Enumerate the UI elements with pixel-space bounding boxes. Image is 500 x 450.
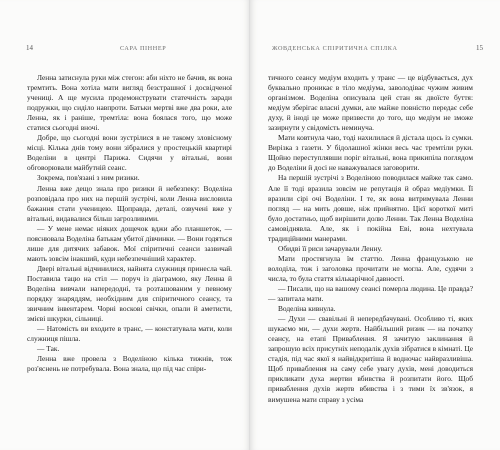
paragraph: Зокрема, пов'язані з ним ризики. — [37, 173, 140, 183]
paragraph: Мати простягнула їм статтю. Ленна французькою не володіла, тож і заголовка прочитати не могла. Але, судячи з числа, то була стаття кількарічної давності. — [268, 253, 473, 283]
paragraph: тичного сеансу медіум входить у транс — це відбувається, дух буквально проникає в тіло медіума, заволодіває чужим живим організмом. Воделіна описувала цей стан як двоїсте буття: медіум зберігає власні думки, але майже повністю передає себе духу, й іноді це може призвести до того, що медіум не зможе зазирнути у свідомість неминуча. — [268, 73, 473, 133]
paragraph: На першій зустрічі з Воделіною поводилася майже так само. Але її тоді вразила зовсім не репутація й образ медіумки. Її вразили сірі очі Воделіни. І те, як вона витримувала Ленни погляд — на мить довше, ніж прийнятно. Цієї короткої миті було достатньо, щоб вирішити долю Ленни. Так Ленна Воделіна самовіднявла. Але, як і покійна Еві, вона нехтувала традиційними манерами. — [268, 173, 473, 243]
left-body-text — [27, 73, 232, 374]
right-running-head: ЖОВДЕНСЬКА СПІРИТИЧНА СПІЛКА — [272, 45, 398, 52]
paragraph: Ленна вже провела з Воделіною кілька тижнів, тож роз'яснень не потребувала. Вона знала, що під час спіри- — [27, 354, 232, 374]
paragraph: — Духи — свавільні й непередбачувані. Особливо ті, яких шукаємо ми, — духи жертв. Найбільший ризик — на початку сеансу, на етапі Приваблення. Я зачитую заклинання й запрошую всіх присутніх неподалік духів зібратися в кімнаті. Це стадія, під час якої я найвідкритіша й водночас найвразливіша. Щоб приваблення на саму себе увагу духів, мені доводиться прикликати духа жертви вбивства й розпитати його. Щоб приваблення духів жертв вбивства і з тими їх зв'язок, я вимушена мати справу з усіма — [268, 314, 473, 404]
left-page-number: 14 — [26, 44, 33, 52]
right-page-number: 15 — [476, 44, 483, 52]
paragraph: — У мене немає ніяких дощечок вджи або планшеток, — пояснювала Воделіна батькам убитої дівчинки. — Вони годяться лише для дитячих забавок. Мої спіритичні сеанси зазвичай мають зовсім інакший, куди небезпечніший характер. — [27, 223, 232, 263]
paragraph: — Так. — [37, 344, 60, 354]
paragraph: Обидві її риси зачарували Ленну. — [278, 243, 383, 253]
paragraph: — Натомість ви входите в транс, — констатувала мати, коли служниця пішла. — [27, 324, 232, 344]
paragraph: Двері вітальні відчинилися, найнята служниця принесла чай. Поставила тацю на стіл — поруч із діаграмою, яку Ленна й Воделіна вивчали напередодні, та розташованим у певному порядку знаряддям, необхідним для спіритичного сеансу, та звичним інвентарем. Чорні воскові свічки, опали й аметисти, змієві шкурки, сільниці. — [27, 263, 232, 324]
right-body-text — [268, 73, 473, 405]
paragraph: Добре, що сьогодні вони зустрілися в не такому зловісному місці. Кілька днів тому вони зібралися у простецькій квартирі Воделіни в центрі Парижа. Сидячи у вітальні, вони обговорювали майбутній сеанс. — [27, 133, 232, 173]
paragraph: Ленна затиснула руки між стегон: аби ніхто не бачив, як вона тремтить. Вона хотіла мати вигляд безстрашної і досвідченої учениці. А ще мусила продемонструвати статечність заради подружки, що сиділо навпроти. Батьки мертві вже два роки, але Ленна, як і раніше, тремтіла: вона боялася того, що може статися сьогодні вночі. — [27, 73, 232, 133]
paragraph: Ленна вже дещо знала про ризики й небезпеку: Воделіна розповідала про них на першій зустрічі, коли Ленна висловила бажання стати ученицею. Щоправда, деталі, озвучені вже у вітальні, видавалися більш загрозливими. — [27, 183, 232, 223]
right-page — [250, 0, 500, 450]
paragraph: Мати ковтнула чаю, тоді нахилилася й дістала щось із сумки. Вирізка з газети. У бідолашної жінки весь час тремтіли руки. Щойно переступлявши поріг вітальні, вона прикипіла поглядом до Воделіни й досі не наважувалася заговорити. — [268, 133, 473, 173]
left-running-head: САРА ПІННЕР — [120, 45, 167, 52]
paragraph: — Писали, що на вашому сеансі померла людина. Це правда? — запитала мати. — [268, 283, 473, 304]
paragraph: Воделіна кивнула. — [278, 304, 336, 314]
